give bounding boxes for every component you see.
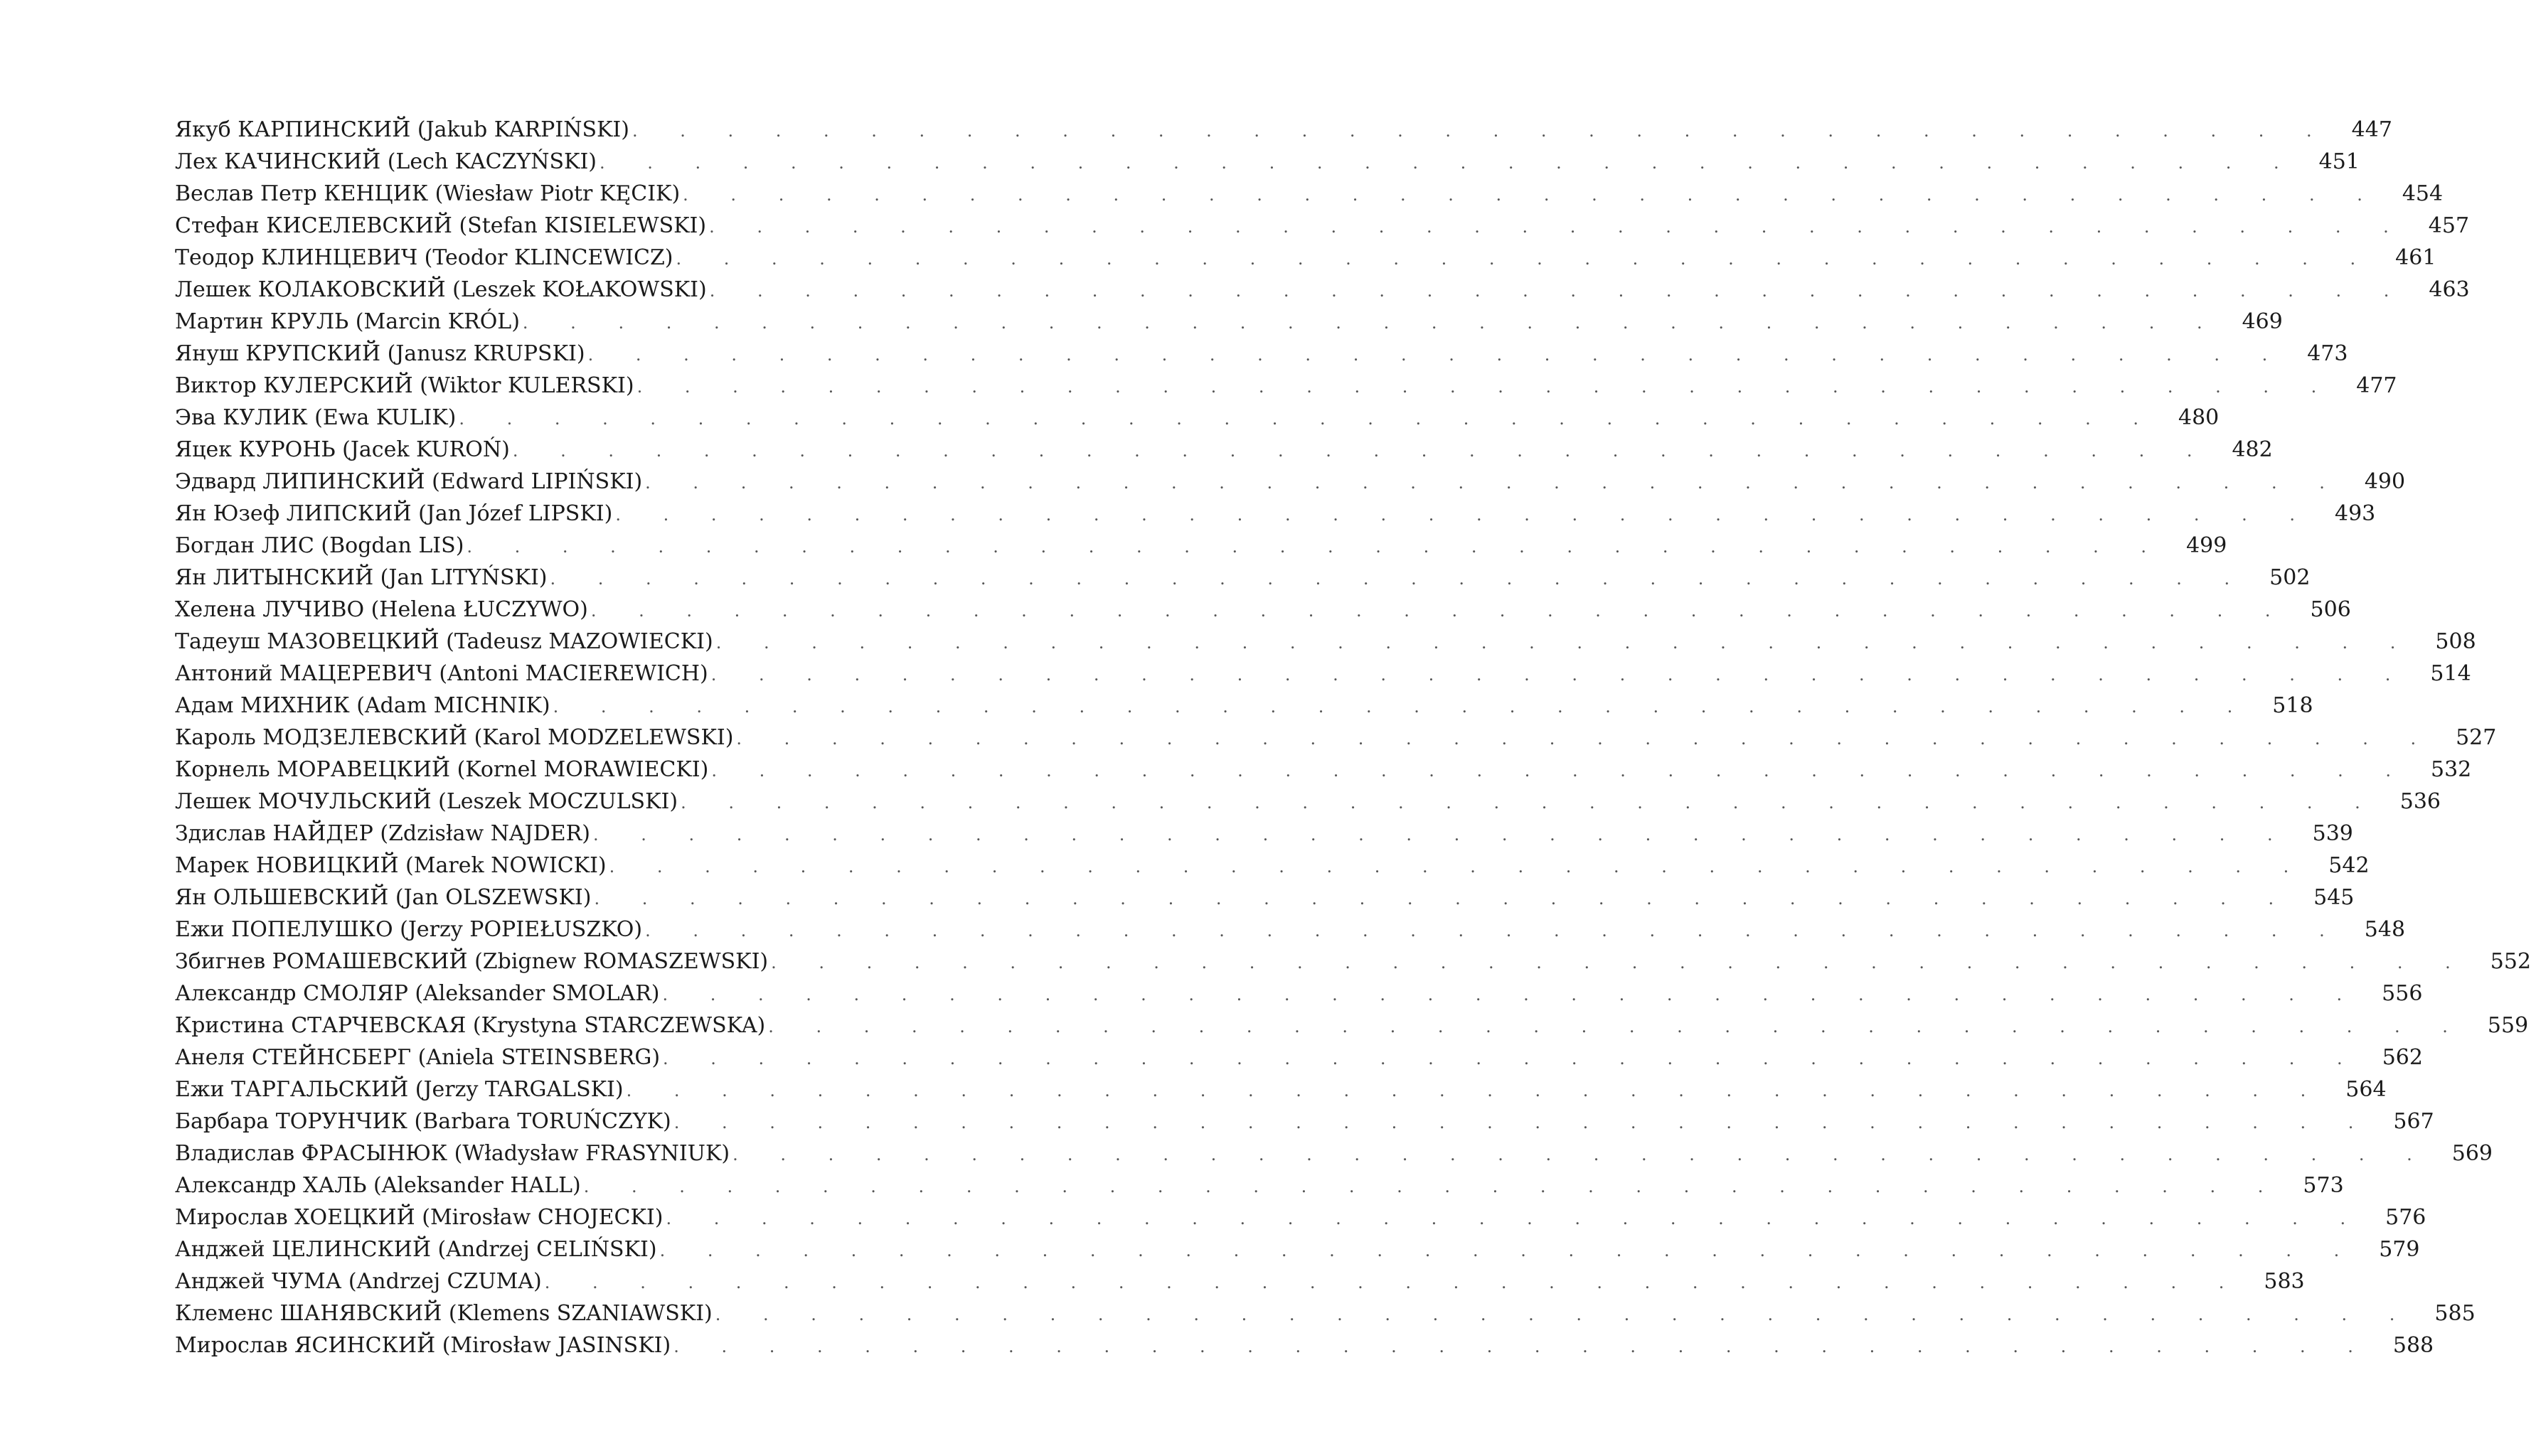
dot-leader: . . . . . . . . . . . . . . . . . . . . . . . . . . . . . . . . . . . .: [662, 985, 2361, 1005]
dot-leader: . . . . . . . . . . . . . . . . . . . . . . . . . . . . . . . . . . . .: [459, 409, 2157, 429]
toc-entry-page-number: 545: [2313, 885, 2355, 910]
dot-leader: . . . . . . . . . . . . . . . . . . . . . . . . . . . . . . . . . . . .: [600, 153, 2298, 173]
toc-entry-title: Клеменс ШАНЯВСКИЙ (Klemens SZANIAWSKI): [175, 1301, 713, 1326]
toc-entry-title: Антоний МАЦЕРЕВИЧ (Antoni MACIEREWICH): [175, 661, 708, 686]
toc-entry-page-number: 569: [2451, 1141, 2493, 1166]
toc-entry-title: Ян ОЛЬШЕВСКИЙ (Jan OLSZEWSKI): [175, 885, 592, 910]
toc-entry-title: Тадеуш МАЗОВЕЦКИЙ (Tadeusz MAZOWIECKI): [175, 629, 713, 654]
dot-leader: . . . . . . . . . . . . . . . . . . . . . . . . . . . . . . . . . . . .: [673, 1113, 2372, 1133]
toc-entry: [175, 1010, 2529, 1042]
dot-leader: . . . . . . . . . . . . . . . . . . . . . . . . . . . . . . . . . . . .: [659, 1241, 2358, 1260]
toc-entry: [175, 1201, 2426, 1233]
toc-entry: [175, 1265, 2305, 1297]
toc-entry-page-number: 583: [2264, 1269, 2305, 1294]
toc-entry: [175, 1329, 2434, 1361]
toc-entry-title: Виктор КУЛЕРСКИЙ (Wiktor KULERSKI): [175, 373, 634, 398]
toc-entry-page-number: 585: [2434, 1301, 2476, 1326]
dot-leader: . . . . . . . . . . . . . . . . . . . . . . . . . . . . . . . . . . . .: [673, 1337, 2372, 1356]
dot-leader: . . . . . . . . . . . . . . . . . . . . . . . . . . . . . . . . . . . .: [594, 889, 2293, 909]
toc-entry-title: Лешек МОЧУЛЬСКИЙ (Leszek MOCZULSKI): [175, 789, 678, 814]
dot-leader: . . . . . . . . . . . . . . . . . . . . . . . . . . . . . . . . . . . .: [645, 473, 2343, 493]
toc-entry-page-number: 518: [2272, 693, 2313, 718]
toc-entry-page-number: 567: [2393, 1109, 2434, 1134]
toc-entry-page-number: 532: [2431, 757, 2472, 782]
toc-entry-page-number: 536: [2399, 789, 2441, 814]
toc-entry-title: Януш КРУПСКИЙ (Janusz KRUPSKI): [175, 341, 585, 366]
dot-leader: . . . . . . . . . . . . . . . . . . . . . . . . . . . . . . . . . . . .: [467, 537, 2165, 557]
toc-entry-title: Ян Юзеф ЛИПСКИЙ (Jan Józef LIPSKI): [175, 501, 613, 526]
toc-entry: [175, 594, 2351, 626]
toc-entry-title: Адам МИХНИК (Adam MICHNIK): [175, 693, 550, 718]
toc-entry-page-number: 477: [2356, 373, 2397, 398]
toc-entry: [175, 370, 2397, 402]
toc-entry: [175, 754, 2472, 786]
dot-leader: . . . . . . . . . . . . . . . . . . . . . . . . . . . . . . . . . . . .: [681, 793, 2379, 813]
toc-entry: [175, 530, 2227, 562]
dot-leader: . . . . . . . . . . . . . . . . . . . . . . . . . . . . . . . . . . . .: [663, 1049, 2361, 1069]
toc-entry-page-number: 457: [2428, 213, 2470, 238]
toc-entry-title: Мирослав ХОЕЦКИЙ (Mirosław CHOJECKI): [175, 1205, 664, 1230]
toc-entry-page-number: 451: [2318, 149, 2360, 174]
toc-entry-page-number: 579: [2379, 1237, 2420, 1262]
dot-leader: . . . . . . . . . . . . . . . . . . . . . . . . . . . . . . . . . . . .: [732, 1145, 2431, 1165]
toc-entry-title: Яцек КУРОНЬ (Jacek KUROŃ): [175, 437, 510, 462]
toc-entry-page-number: 473: [2307, 341, 2348, 366]
toc-entry: [175, 786, 2441, 818]
dot-leader: . . . . . . . . . . . . . . . . . . . . . . . . . . . . . . . . . . . .: [583, 1177, 2282, 1197]
toc-entry-title: Анеля СТЕЙНСБЕРГ (Aniela STEINSBERG): [175, 1045, 661, 1070]
dot-leader: . . . . . . . . . . . . . . . . . . . . . . . . . . . . . . . . . . . .: [715, 633, 2414, 653]
toc-entry-page-number: 493: [2334, 501, 2376, 526]
toc-entry-page-number: 559: [2487, 1013, 2529, 1038]
dot-leader: . . . . . . . . . . . . . . . . . . . . . . . . . . . . . . . . . . . .: [544, 1273, 2243, 1292]
toc-entry-page-number: 573: [2303, 1173, 2344, 1198]
toc-entry-page-number: 542: [2328, 853, 2370, 878]
toc-entry: [175, 1138, 2493, 1169]
toc-entry-title: Хелена ЛУЧИВО (Helena ŁUCZYWO): [175, 597, 588, 622]
toc-entry: [175, 114, 2392, 146]
toc-entry-title: Веслав Петр КЕНЦИК (Wiesław Piotr KĘCIK): [175, 181, 681, 206]
toc-entry: [175, 946, 2531, 978]
toc-entry-title: Александр ХАЛЬ (Aleksander HALL): [175, 1173, 581, 1198]
dot-leader: . . . . . . . . . . . . . . . . . . . . . . . . . . . . . . . . . . . .: [771, 953, 2469, 973]
toc-entry-title: Владислав ФРАСЫНЮК (Władysław FRASYNIUK): [175, 1141, 730, 1166]
toc-entry: [175, 882, 2355, 914]
dot-leader: . . . . . . . . . . . . . . . . . . . . . . . . . . . . . . . . . . . .: [626, 1081, 2325, 1101]
toc-entry: [175, 274, 2470, 306]
dot-leader: . . . . . . . . . . . . . . . . . . . . . . . . . . . . . . . . . . . .: [615, 505, 2313, 525]
toc-entry-title: Мирослав ЯСИНСКИЙ (Mirosław JASINSKI): [175, 1333, 671, 1358]
toc-entry-title: Корнель МОРАВЕЦКИЙ (Kornel MORAWIECKI): [175, 757, 709, 782]
toc-entry-title: Теодор КЛИНЦЕВИЧ (Teodor KLINCEWICZ): [175, 245, 673, 270]
toc-entry: [175, 242, 2436, 274]
dot-leader: . . . . . . . . . . . . . . . . . . . . . . . . . . . . . . . . . . . .: [683, 185, 2381, 205]
toc-entry-page-number: 469: [2242, 309, 2283, 334]
dot-leader: . . . . . . . . . . . . . . . . . . . . . . . . . . . . . . . . . . . .: [676, 249, 2375, 269]
toc-entry-title: Александр СМОЛЯР (Aleksander SMOLAR): [175, 981, 660, 1006]
toc-entry-title: Ян ЛИТЫНСКИЙ (Jan LITYŃSKI): [175, 565, 548, 590]
toc-entry: [175, 1169, 2344, 1201]
dot-leader: . . . . . . . . . . . . . . . . . . . . . . . . . . . . . . . . . . . .: [592, 825, 2291, 845]
toc-entry: [175, 1233, 2420, 1265]
toc-entry: [175, 626, 2476, 658]
toc-entry-page-number: 508: [2435, 629, 2476, 654]
toc-entry-page-number: 480: [2178, 405, 2220, 430]
toc-entry-page-number: 461: [2395, 245, 2436, 270]
toc-entry-page-number: 447: [2351, 117, 2392, 142]
dot-leader: . . . . . . . . . . . . . . . . . . . . . . . . . . . . . . . . . . . .: [632, 121, 2330, 141]
toc-entry: [175, 338, 2348, 370]
dot-leader: . . . . . . . . . . . . . . . . . . . . . . . . . . . . . . . . . . . .: [587, 345, 2286, 365]
toc-entry-page-number: 562: [2382, 1045, 2423, 1070]
toc-entry: [175, 434, 2273, 466]
toc-entry-title: Ежи ТАРГАЛЬСКИЙ (Jerzy TARGALSKI): [175, 1077, 624, 1102]
toc-entry: [175, 978, 2423, 1010]
toc-entry-page-number: 552: [2490, 949, 2531, 974]
toc-entry-title: Мартин КРУЛЬ (Marcin KRÓL): [175, 309, 520, 334]
toc-entry-title: Барбара ТОРУНЧИК (Barbara TORUŃCZYK): [175, 1109, 671, 1134]
toc-entry: [175, 1106, 2434, 1138]
dot-leader: . . . . . . . . . . . . . . . . . . . . . . . . . . . . . . . . . . . .: [609, 857, 2308, 877]
toc-entry: [175, 1074, 2387, 1106]
toc-entry-page-number: 490: [2364, 469, 2406, 494]
toc-entry-page-number: 576: [2385, 1205, 2426, 1230]
toc-entry: [175, 722, 2497, 754]
toc-entry-title: Кристина СТАРЧЕВСКАЯ (Krystyna STARCZEWSKA): [175, 1013, 766, 1038]
toc-entry-page-number: 502: [2269, 565, 2311, 590]
toc-entry-title: Кароль МОДЗЕЛЕВСКИЙ (Karol MODZELEWSKI): [175, 725, 734, 750]
toc-entry-title: Марек НОВИЦКИЙ (Marek NOWICKI): [175, 853, 607, 878]
toc-entry: [175, 818, 2353, 850]
toc-entry: [175, 306, 2283, 338]
toc-entry-page-number: 527: [2456, 725, 2497, 750]
dot-leader: . . . . . . . . . . . . . . . . . . . . . . . . . . . . . . . . . . . .: [645, 921, 2343, 941]
toc-entry-title: Анджей ЧУМА (Andrzej CZUMA): [175, 1269, 542, 1294]
toc-entry: [175, 658, 2471, 690]
toc-entry: [175, 1297, 2476, 1329]
dot-leader: . . . . . . . . . . . . . . . . . . . . . . . . . . . . . . . . . . . .: [736, 729, 2435, 749]
toc-entry-title: Здислав НАЙДЕР (Zdzisław NAJDER): [175, 821, 590, 846]
dot-leader: . . . . . . . . . . . . . . . . . . . . . . . . . . . . . . . . . . . .: [768, 1017, 2466, 1037]
dot-leader: . . . . . . . . . . . . . . . . . . . . . . . . . . . . . . . . . . . .: [550, 569, 2249, 589]
toc-entry-page-number: 463: [2429, 277, 2470, 302]
toc-entry-title: Збигнев РОМАШЕВСКИЙ (Zbignew ROMASZEWSKI): [175, 949, 769, 974]
toc-entry: [175, 402, 2220, 434]
toc-entry: [175, 178, 2444, 210]
table-of-contents: [175, 114, 2531, 1361]
toc-entry: [175, 850, 2370, 882]
toc-entry-page-number: 514: [2430, 661, 2471, 686]
toc-entry-page-number: 548: [2364, 917, 2406, 942]
toc-entry-title: Богдан ЛИС (Bogdan LIS): [175, 533, 464, 558]
toc-entry-page-number: 588: [2392, 1333, 2434, 1358]
dot-leader: . . . . . . . . . . . . . . . . . . . . . . . . . . . . . . . . . . . .: [709, 217, 2407, 237]
toc-entry-page-number: 564: [2345, 1077, 2387, 1102]
dot-leader: . . . . . . . . . . . . . . . . . . . . . . . . . . . . . . . . . . . .: [710, 665, 2409, 685]
toc-entry-page-number: 539: [2312, 821, 2353, 846]
toc-entry: [175, 466, 2406, 498]
toc-entry-title: Эва КУЛИК (Ewa KULIK): [175, 405, 457, 430]
toc-entry: [175, 498, 2376, 530]
dot-leader: . . . . . . . . . . . . . . . . . . . . . . . . . . . . . . . . . . . .: [553, 697, 2252, 717]
dot-leader: . . . . . . . . . . . . . . . . . . . . . . . . . . . . . . . . . . . .: [666, 1209, 2365, 1228]
dot-leader: . . . . . . . . . . . . . . . . . . . . . . . . . . . . . . . . . . . .: [522, 313, 2221, 333]
toc-entry-title: Лех КАЧИНСКИЙ (Lech KACZYŃSKI): [175, 149, 597, 174]
toc-entry-title: Лешек КОЛАКОВСКИЙ (Leszek KOŁAKOWSKI): [175, 277, 707, 302]
toc-entry-page-number: 556: [2382, 981, 2423, 1006]
toc-entry: [175, 210, 2470, 242]
dot-leader: . . . . . . . . . . . . . . . . . . . . . . . . . . . . . . . . . . . .: [709, 281, 2408, 301]
toc-entry: [175, 690, 2313, 722]
toc-entry-title: Стефан КИСЕЛЕВСКИЙ (Stefan KISIELEWSKI): [175, 213, 707, 238]
toc-entry: [175, 914, 2406, 946]
toc-entry-title: Ежи ПОПЕЛУШКО (Jerzy POPIEŁUSZKO): [175, 917, 643, 942]
toc-entry: [175, 562, 2311, 594]
dot-leader: . . . . . . . . . . . . . . . . . . . . . . . . . . . . . . . . . . . .: [512, 441, 2211, 461]
toc-entry-page-number: 499: [2186, 533, 2227, 558]
toc-entry-title: Эдвард ЛИПИНСКИЙ (Edward LIPIŃSKI): [175, 469, 643, 494]
toc-entry-page-number: 506: [2310, 597, 2351, 622]
toc-entry-page-number: 482: [2232, 437, 2273, 462]
dot-leader: . . . . . . . . . . . . . . . . . . . . . . . . . . . . . . . . . . . .: [715, 1305, 2414, 1324]
toc-entry: [175, 146, 2360, 178]
toc-entry: [175, 1042, 2423, 1074]
toc-entry-page-number: 454: [2402, 181, 2444, 206]
dot-leader: . . . . . . . . . . . . . . . . . . . . . . . . . . . . . . . . . . . .: [590, 601, 2289, 621]
dot-leader: . . . . . . . . . . . . . . . . . . . . . . . . . . . . . . . . . . . .: [711, 761, 2409, 781]
dot-leader: . . . . . . . . . . . . . . . . . . . . . . . . . . . . . . . . . . . .: [636, 377, 2335, 397]
toc-entry-title: Анджей ЦЕЛИНСКИЙ (Andrzej CELIŃSKI): [175, 1237, 657, 1262]
toc-entry-title: Якуб КАРПИНСКИЙ (Jakub KARPIŃSKI): [175, 117, 629, 142]
